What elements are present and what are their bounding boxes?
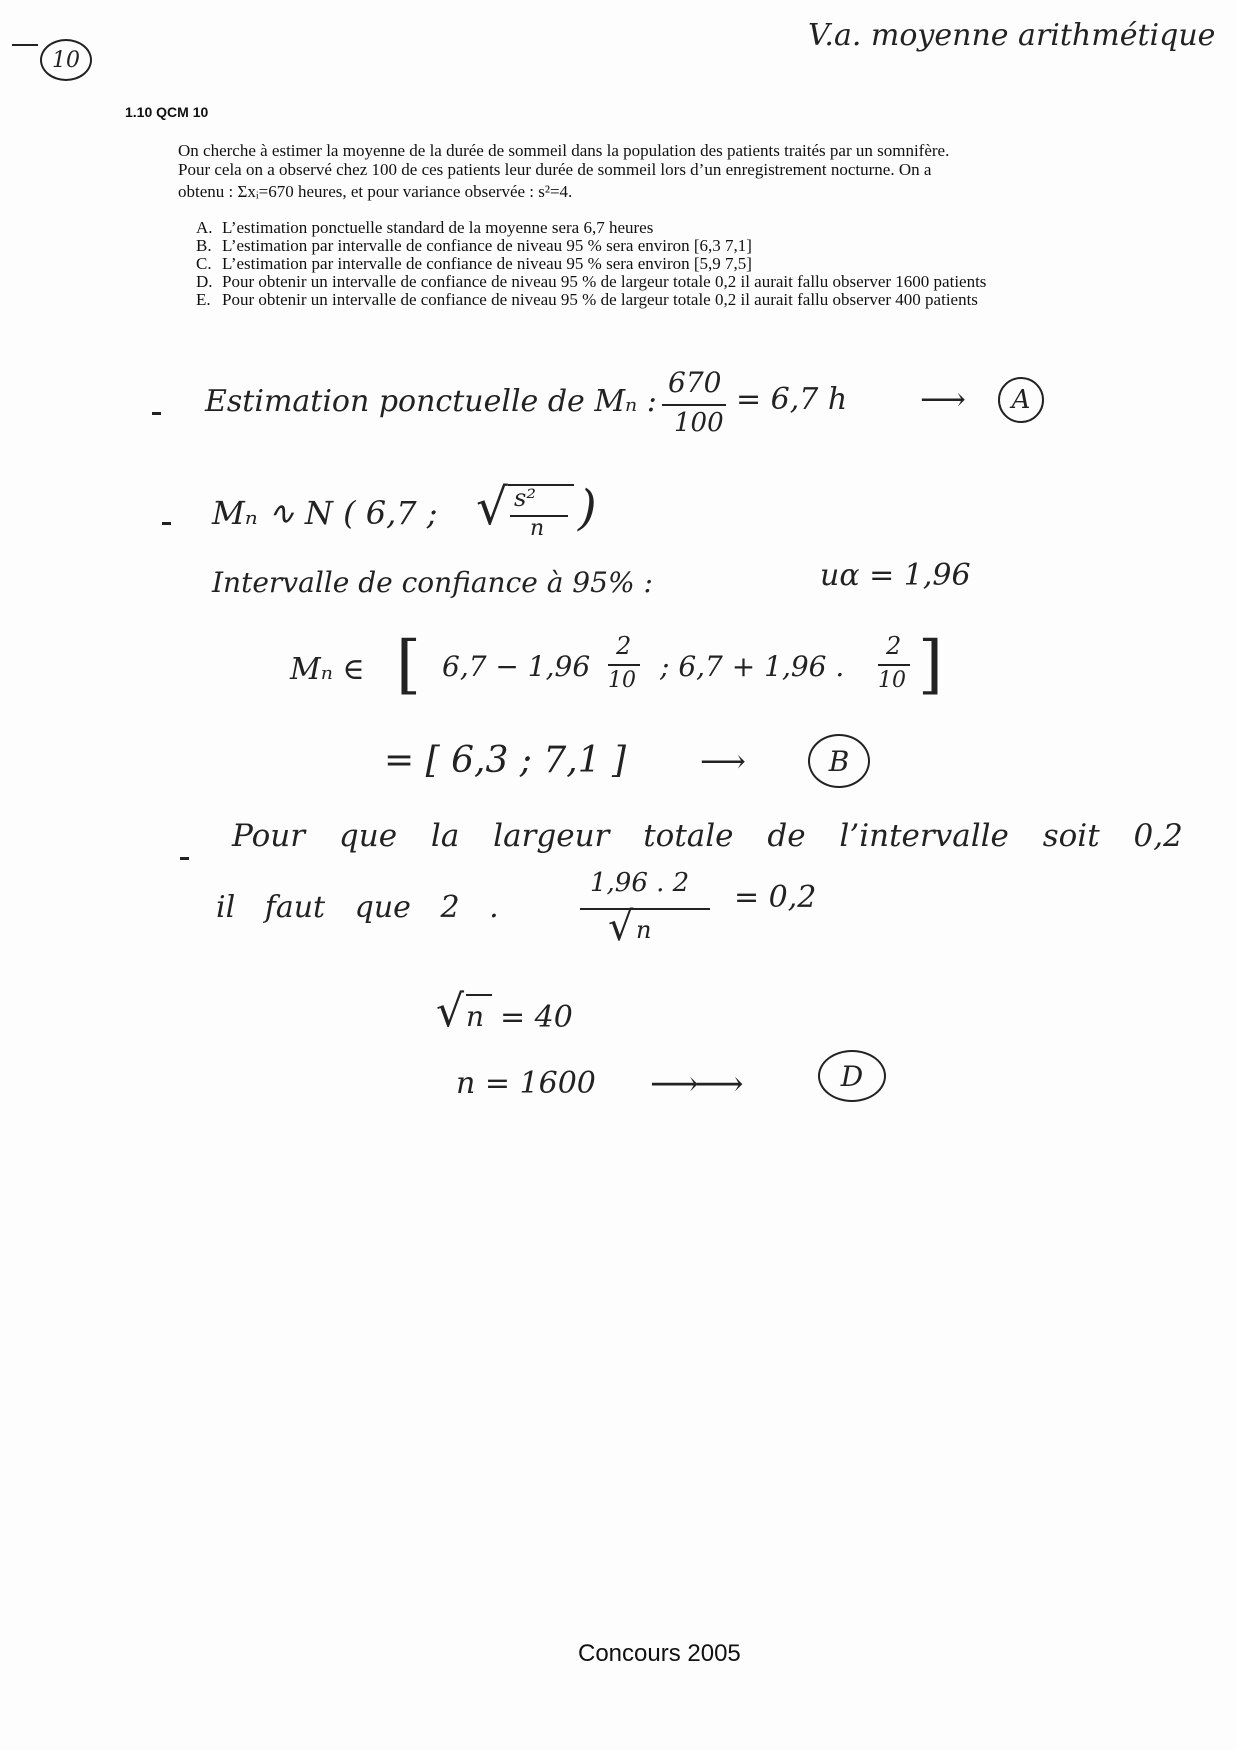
option-letter: C. bbox=[196, 254, 212, 273]
page-number: 10 bbox=[52, 47, 80, 73]
option-text: L’estimation ponctuelle standard de la moyenne sera 6,7 heures bbox=[222, 218, 654, 237]
footer-text: Concours 2005 bbox=[578, 1640, 741, 1667]
solution-line-1-label: Estimation ponctuelle de Mₙ : bbox=[205, 384, 657, 419]
solution-line-2-close: ) bbox=[578, 480, 597, 536]
option-text: L’estimation par intervalle de confiance de niveau 95 % sera environ [6,3 7,1] bbox=[222, 236, 752, 255]
solution-line-4-den2: 10 bbox=[878, 668, 906, 693]
option-text: L’estimation par intervalle de confiance de niveau 95 % sera environ [5,9 7,5] bbox=[222, 254, 752, 273]
arrow-icon: ⟶⟶ bbox=[650, 1064, 740, 1104]
bracket-open: [ bbox=[396, 628, 421, 702]
solution-line-6: Pour que la largeur totale de l’intervalle soit 0,2 bbox=[232, 818, 1183, 854]
handwritten-title: V.a. moyenne arithmétique bbox=[808, 18, 1216, 53]
option-text: Pour obtenir un intervalle de confiance de niveau 95 % de largeur totale 0,2 il aurait fallu observer 400 patients bbox=[222, 290, 978, 309]
solution-line-3-u: uα = 1,96 bbox=[820, 558, 971, 593]
bullet-dash bbox=[180, 857, 189, 860]
solution-line-4-num1: 2 bbox=[616, 632, 632, 660]
option-c bbox=[196, 254, 752, 274]
option-letter: A. bbox=[196, 218, 213, 237]
answer-a: A bbox=[1011, 385, 1031, 415]
solution-line-7-left: il faut que 2 . bbox=[216, 890, 499, 925]
solution-line-3: Intervalle de confiance à 95% : bbox=[212, 566, 653, 599]
solution-line-7-denominator: n bbox=[636, 916, 652, 944]
answer-b-circle bbox=[808, 734, 870, 788]
solution-line-7-numerator: 1,96 . 2 bbox=[590, 868, 690, 898]
solution-line-1-numerator: 670 bbox=[668, 366, 722, 399]
question-stem-line-2: Pour cela on a observé chez 100 de ces patients leur durée de sommeil lors d’un enregistrement nocturne. On a bbox=[178, 160, 932, 179]
fraction-bar bbox=[662, 404, 726, 406]
sqrt-icon: √ bbox=[608, 904, 634, 950]
answer-b: B bbox=[828, 744, 850, 778]
fraction-bar bbox=[608, 664, 640, 666]
solution-line-4-den1: 10 bbox=[608, 668, 636, 693]
solution-line-9: n = 1600 bbox=[456, 1066, 596, 1101]
arrow-icon: ⟶ bbox=[700, 742, 746, 780]
sqrt-icon: √ bbox=[476, 478, 508, 536]
bullet-dash bbox=[152, 412, 161, 415]
question-heading: 1.10 QCM 10 bbox=[125, 104, 209, 120]
question-stem-line-3: obtenu : Σxᵢ=670 heures, et pour variance observée : s²=4. bbox=[178, 182, 573, 201]
solution-line-4-num2: 2 bbox=[886, 632, 902, 660]
option-letter: B. bbox=[196, 236, 212, 255]
option-d bbox=[196, 272, 986, 292]
corner-dash bbox=[12, 44, 38, 46]
option-a bbox=[196, 218, 653, 238]
question-stem-line-1: On cherche à estimer la moyenne de la durée de sommeil dans la population des patients traités par un somnifère. bbox=[178, 141, 950, 160]
option-e bbox=[196, 290, 978, 310]
solution-line-4-a: 6,7 − 1,96 bbox=[442, 650, 591, 683]
page-number-circle bbox=[40, 39, 92, 81]
solution-line-4-left: Mₙ ∈ bbox=[290, 652, 365, 687]
bullet-dash bbox=[162, 522, 171, 525]
solution-line-4-b: ; 6,7 + 1,96 . bbox=[660, 650, 845, 683]
sqrt-icon: √ bbox=[436, 986, 465, 1037]
arrow-icon: ⟶ bbox=[920, 380, 966, 418]
answer-a-circle bbox=[998, 377, 1044, 423]
option-b bbox=[196, 236, 752, 256]
option-letter: E. bbox=[196, 290, 211, 309]
solution-line-1-denominator: 100 bbox=[674, 408, 724, 438]
bracket-close: ] bbox=[918, 628, 943, 702]
solution-line-7-right: = 0,2 bbox=[734, 880, 817, 915]
answer-d-circle bbox=[818, 1050, 886, 1102]
solution-line-2-numerator: s² bbox=[514, 484, 536, 512]
answer-d: D bbox=[840, 1059, 864, 1093]
solution-line-8-n: n bbox=[466, 1000, 485, 1033]
option-letter: D. bbox=[196, 272, 213, 291]
sqrt-bar bbox=[466, 994, 492, 996]
fraction-bar bbox=[580, 908, 710, 910]
solution-line-8: = 40 bbox=[500, 1000, 573, 1035]
solution-line-2-denominator: n bbox=[530, 516, 545, 541]
fraction-bar bbox=[878, 664, 910, 666]
option-text: Pour obtenir un intervalle de confiance de niveau 95 % de largeur totale 0,2 il aurait fallu observer 1600 patients bbox=[222, 272, 987, 291]
solution-line-5: = [ 6,3 ; 7,1 ] bbox=[384, 740, 627, 781]
solution-line-2-left: Mₙ ∿ N ( 6,7 ; bbox=[212, 494, 438, 532]
solution-line-1-result: = 6,7 h bbox=[736, 382, 848, 417]
